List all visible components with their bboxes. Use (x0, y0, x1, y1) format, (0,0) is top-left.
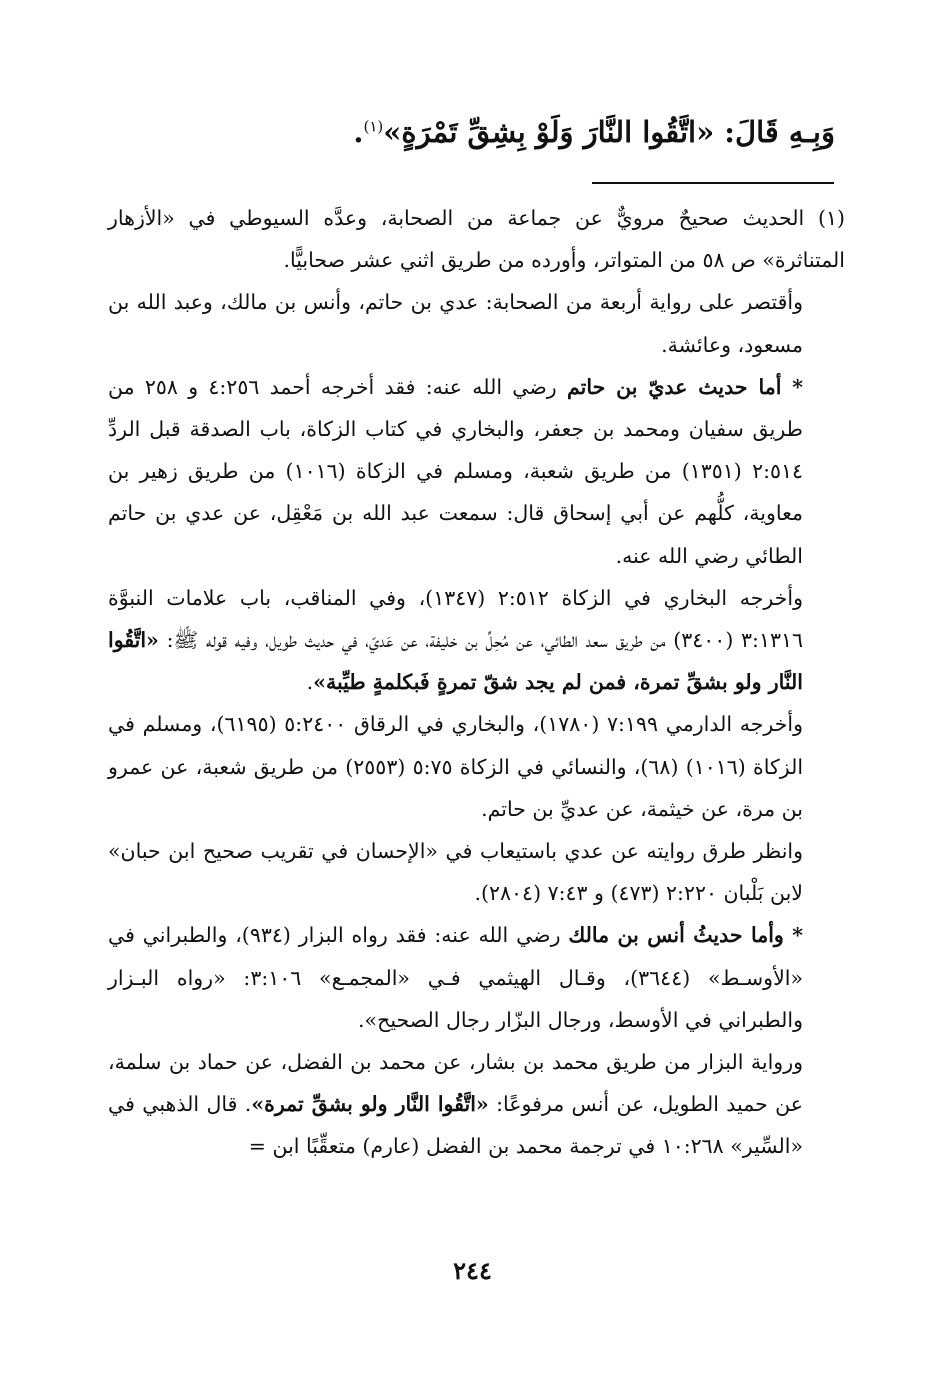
footnote-text: رضي الله عنه: فقد رواه البزار (٩٣٤)، والطبراني في «الأوسـط» (٣٦٤٤)، وقـال الهيثمي فـي «المجمـع» ٣:١٠٦: «رواه البـزار والطبراني في الأوسط، ورجال البزّار رجال الصحيح». (108, 923, 804, 1032)
footnote-text: ورواية البزار من طريق محمد بن بشار، عن محمد بن الفضل، عن حماد بن سلمة، عن حميد الطويل، عن أنس مرفوعًا: (108, 1050, 803, 1117)
footnote-number: (١) (817, 206, 845, 230)
footnote-text: وأقتصر على رواية أربعة من الصحابة: عدي بن حاتم، وأنس بن مالك، وعبد الله بن مسعود، وعائشة. (108, 290, 803, 357)
hadith-quote: «اتَّقُوا النَّار ولو بشقِّ تمرة، فمن لم يجد شقّ تمرةٍ فَبكلمةٍ طيِّبة» (108, 628, 803, 695)
section-heading-anas: * وأما حديثُ أنس بن مالك (568, 923, 803, 948)
footnote-block (108, 197, 845, 1168)
footnote-text: وانظر طرق روايته عن عدي باستيعاب في «الإحسان في تقريب صحيح ابن حبان» لابن بَلْبان ٢:٢٢٠ (٤٧٣) و ٧:٤٣ (٢٨٠٤). (108, 839, 803, 906)
section-heading-adi: * أما حديث عديّ بن حاتم (566, 374, 804, 399)
end-mark: . (353, 115, 364, 149)
footnote-paragraph-2 (108, 281, 803, 365)
page-number: ٢٤٤ (453, 1256, 492, 1285)
hadith-main-text (100, 110, 835, 154)
footnote-text: وأخرجه الدارمي ٧:١٩٩ (١٧٨٠)، والبخاري في الرقاق ٥:٢٤٠٠ (٦١٩٥)، ومسلم في الزكاة (١٠١٦) (٦٨)، والنسائي في الزكاة ٥:٧٥ (٢٥٥٣) من طريق شعبة، عن عمرو بن مرة، عن خيثمة، عن عديِّ بن حاتم. (108, 712, 804, 821)
footnote-paragraph-6 (108, 830, 803, 914)
footnote-paragraph-4 (108, 577, 803, 704)
footnote-paragraph-7 (108, 914, 803, 1041)
footnote-paragraph-8 (108, 1041, 803, 1168)
footnote-reference: (١) (363, 117, 384, 136)
footnote-text: وأخرجه البخاري في الزكاة ٢:٥١٢ (١٣٤٧)، وفي المناقب، باب علامات النبوَّة ٣:١٣١٦ (٣٤٠٠) من طريق سعد الطائي، عن مُحِلِّ بن خليفة، عن عَديّ، في حديث طويل، وفيه قوله ﷺ: (108, 585, 804, 653)
footnote-paragraph-3 (108, 366, 803, 577)
hadith-quote: «اتَّقُوا النَّار ولو بشقِّ تمرة» (251, 1092, 489, 1117)
footnote-text: . (306, 670, 314, 695)
footnote-text: . قال الذهبي في «السِّير» ١٠:٢٦٨ في ترجمة محمد بن الفضل (عارم) متعقِّبًا ابن = (108, 1092, 803, 1159)
footnote-body (108, 197, 845, 1168)
footnote-text: رضي الله عنه: فقد أخرجه أحمد ٤:٢٥٦ و ٢٥٨ من طريق سفيان ومحمد بن جعفر، والبخاري في كتاب الزكاة، باب الصدقة قبل الردِّ ٢:٥١٤ (١٣٥١) من طريق شعبة، ومسلم في الزكاة (١٠١٦) من طريق زهير بن معاوية، كلُّهم عن أبي إسحاق قال: سمعت عبد الله بن مَعْقِل، عن عدي بن حاتم الطائي رضي الله عنه. (108, 374, 804, 568)
footnote-paragraph-1 (108, 197, 845, 281)
hadith-text: وَبِـهِ قَالَ: «اتَّقُوا النَّارَ وَلَوْ بِشِقِّ تَمْرَةٍ» (383, 115, 835, 149)
footnote-divider (592, 182, 834, 184)
footnote-text: الحديث صحيحٌ مرويٌّ عن جماعة من الصحابة، وعدَّه السيوطي في «الأزهار المتناثرة» ص ٥٨ من المتواتر، وأورده من طريق اثني عشر صحابيًّا. (108, 206, 845, 273)
footnote-paragraph-5 (108, 703, 803, 830)
